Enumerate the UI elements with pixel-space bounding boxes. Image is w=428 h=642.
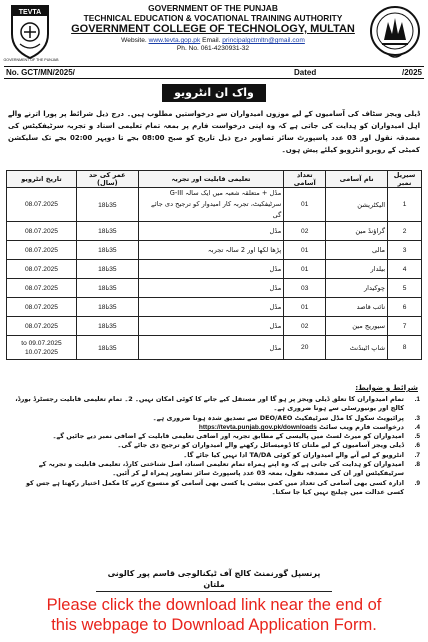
table-row: 6 نائب قاصد 01 مڈل 35تا18 08.07.2025 (7, 298, 422, 317)
reference-bar (4, 66, 424, 79)
dated-year: /2025 (401, 68, 422, 77)
download-notice (0, 595, 428, 635)
list-item: 8. امیدواران کو ہدایت کی جاتی ہے کہ وہ اپنے ہمراہ تمام تعلیمی اسناد، اصل شناختی کارڈ، تعلیمی قابلیت و تجربہ کے سرٹیفکیٹس اور ان کی مصدقہ نقول، بمعہ 03 عدد پاسپورٹ سائز تصاویر ہمراہ لے کر آئیں۔ (38, 460, 420, 478)
downloads-link[interactable]: https://tevta.punjab.gov.pk/downloads (198, 423, 317, 431)
table-row: 5 چوکیدار 03 مڈل 35تا18 08.07.2025 (7, 279, 422, 298)
header-qualification: تعلیمی قابلیت اور تجربہ (138, 171, 284, 188)
dated-label: Dated (294, 68, 317, 77)
table-header-row (7, 171, 422, 188)
list-item: 3. پرائیویٹ سکول کا مڈل سرٹیفکیٹ DEO/AEO سے تصدیق شدہ ہونا ضروری ہے۔ (152, 413, 420, 422)
conditions-list (8, 395, 420, 497)
list-item: 5. امیدواران کو میرٹ لسٹ میں پالیسی کے مطابق تجربہ اور اضافی تعلیمی قابلیت کے اضافی نمبر دیے جائیں گے۔ (52, 432, 420, 441)
list-item: 9. ادارہ کسی بھی آسامی کی تعداد میں کمی بیشی یا کسی بھی آسامی کو منسوخ کرنے کا مکمل اختیار رکھتا ہے جس کو کسی عدالت میں چیلنج نہیں کیا جا سکتا۔ (25, 478, 420, 496)
contact-web-email: Website. www.tevta.gop.pk Email. principalgctmltn@gmail.com (121, 37, 305, 44)
table-row: 3 مالی 01 پڑھا لکھا اور 2 سالہ تجربہ 35تا18 08.07.2025 (7, 241, 422, 260)
notice-line-1: Please click the download link near the end of (46, 596, 382, 614)
list-item: 4. درخواست فارم ویب سائٹ https://tevta.punjab.gov.pk/downloads (198, 422, 420, 431)
tevta-logo (6, 4, 54, 60)
letterhead (0, 0, 428, 68)
list-item: 7. انٹرویو کے لیے آنے والے امیدواران کو کوئی TA/DA ادا نہیں کیا جائے گا۔ (183, 450, 420, 459)
header-date: تاریخ انٹرویو (7, 171, 77, 188)
header-age: عمر کی حد (سال) (76, 171, 138, 188)
reference-number: No. GCT/MN/2025/ (6, 68, 75, 77)
vacancies-table (6, 170, 422, 360)
list-item: 6. ڈیلی ویجز آسامیوں کے لیے ملتان کا ڈومیسائل رکھنے والے امیدواران کو ترجیح دی جائے گی۔ (117, 441, 420, 450)
divider (96, 591, 332, 592)
intro-paragraph: ڈیلی ویجز سٹاف کی آسامیوں کے لیے موزوں امیدواران سے درخواستیں مطلوب ہیں۔ درج ذیل شرائط پر پورا اترنے والے اہل امیدواران کو ہدایت کی جاتی ہے کہ وہ اپنی درخواست فارم پر بمعہ تمام تعلیمی اسناد و تجربہ سرٹیفکیٹس کی مصدقہ نقول اور 03 عدد پاسپورٹ سائز تصاویر درج ذیل تاریخ کو صبح 08:00 بجے تا دوپہر 02:00 بجے تک سلیکشن کمیٹی کے روبرو انٹرویو کیلئے پیش ہوں۔ (8, 110, 420, 154)
list-item: 1. تمام امیدواران کا تعلق ڈیلی ویجز پر ہو گا اور مستقل کیے جانے کا کوئی امکان نہیں۔ 2۔ تمام تعلیمی قابلیت رجسٹرڈ بورڈ، کالج اور یونیورسٹی سے ہونا ضروری ہے۔ (15, 395, 420, 413)
logo-left-caption: GOVERNMENT OF THE PUNJAB (3, 58, 59, 62)
conditions-title: شرائط و ضوابط: (355, 383, 418, 392)
website-link[interactable]: www.tevta.gop.pk (148, 37, 201, 44)
header-line-2: TECHNICAL EDUCATION & VOCATIONAL TRAINING AUTHORITY (83, 13, 343, 23)
table-row: 8 شاپ اٹینڈنٹ 20 مڈل 35تا18 09.07.2025 to 10.07.2025 (7, 336, 422, 360)
phone-number: Ph. No. 061-4230931-32 (176, 45, 250, 52)
page-title: واک ان انٹرویو (162, 84, 266, 102)
header-quantity: تعداد آسامی (284, 171, 326, 188)
header-post: نام آسامی (326, 171, 388, 188)
table-row: 4 بیلدار 01 مڈل 35تا18 08.07.2025 (7, 260, 422, 279)
table-row: 7 سیوریج مین 02 مڈل 35تا18 08.07.2025 (7, 317, 422, 336)
principal-signature-block: پرنسپل گورنمنٹ کالج آف ٹیکنالوجی قاسم پور کالونی ملتان (107, 569, 321, 589)
logo-left-text: TEVTA (18, 9, 42, 16)
notice-line-2: this webpage to Download Application Form. (51, 616, 377, 634)
table-row: 1 الیکٹریشن 01 مڈل + متعلقہ شعبہ میں ایک سالہ G-III سرٹیفکیٹ، تجربہ کار امیدوار کو ترجیح دی جائے گی 35تا18 08.07.2025 (7, 188, 422, 222)
punjab-govt-emblem (368, 4, 422, 62)
header-line-1: GOVERNMENT OF THE PUNJAB (148, 3, 278, 13)
college-name: GOVERNMENT COLLEGE OF TECHNOLOGY, MULTAN (71, 23, 355, 35)
header-serial: سیریل نمبر (388, 171, 422, 188)
email-link[interactable]: principalgctmltn@gmail.com (222, 37, 305, 44)
table-row: 2 گراؤنڈ مین 02 مڈل 35تا18 08.07.2025 (7, 222, 422, 241)
